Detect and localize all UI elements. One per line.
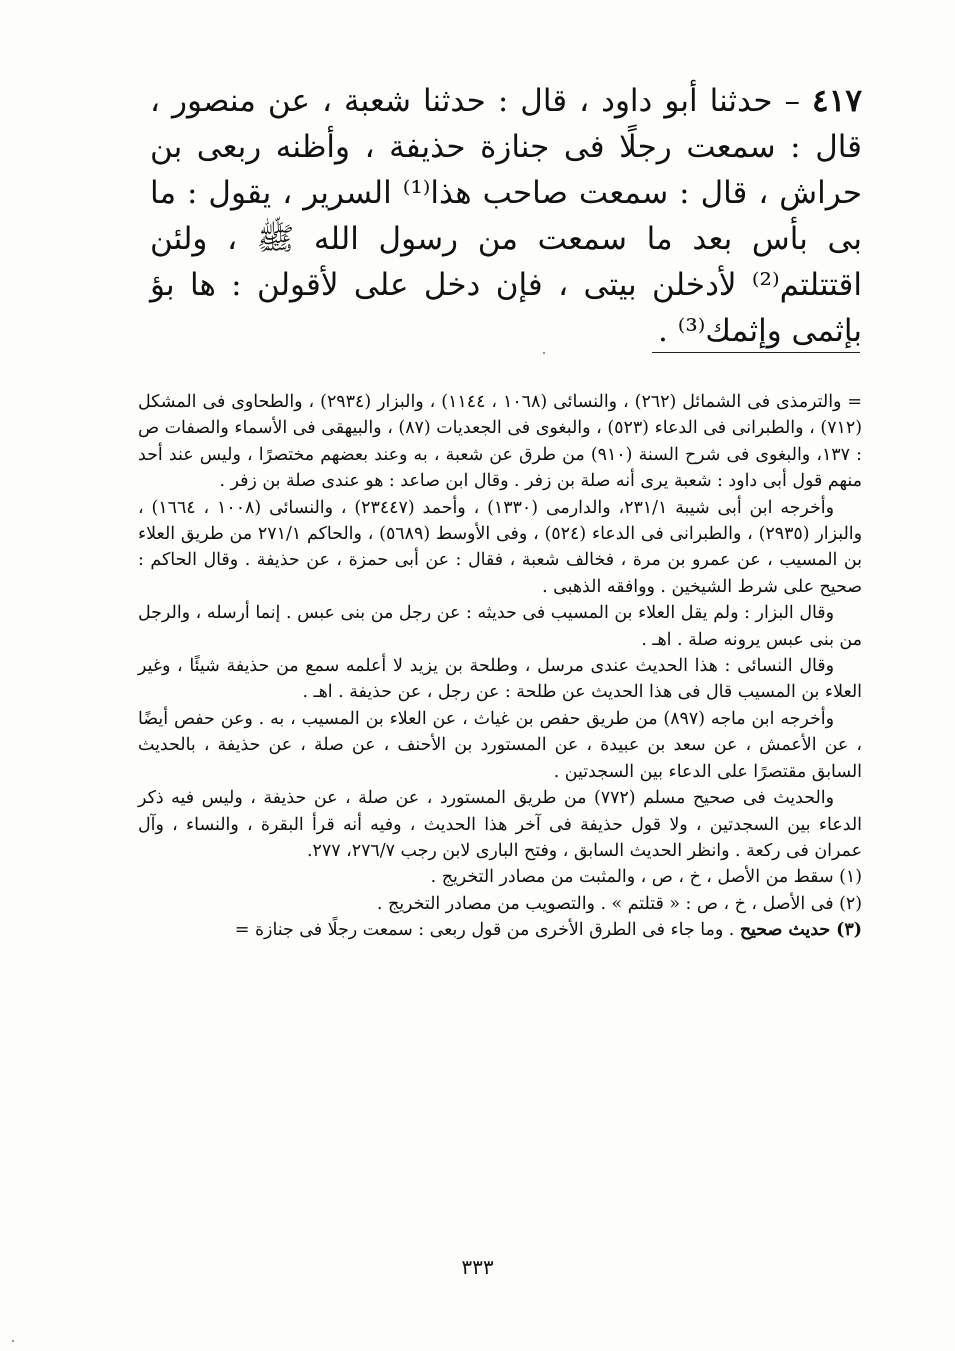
footnote-1: (١) سقط من الأصل ، خ ، ص ، والمثبت من مصادر التخريج . (430, 867, 862, 888)
footnote-paragraph: والحديث فى صحيح مسلم (٧٧٢) من طريق المستورد ، عن صلة ، عن حذيفة ، وليس فيه ذكر الدعاء بين السجدتين ، ولا قول حذيفة فى آخر هذا الحديث ، وفيه أنه قرأ البقرة ، والنساء ، وآل عمران فى ركعة . وانظر الحديث السابق ، وفتح البارى لابن رجب ٢٧٦/٧، ٢٧٧. (138, 788, 862, 861)
page-number: ٣٣٣ (461, 1255, 494, 1279)
footnote-paragraph: وقال النسائى : هذا الحديث عندى مرسل ، وطلحة بن يزيد لا أعلمه سمع من حذيفة شيئًا ، وغير العلاء بن المسيب قال فى هذا الحديث عن طلحة : عن رجل ، عن حذيفة . اهـ . (138, 656, 862, 703)
footnotes-section (138, 389, 862, 944)
hadith-number: ٤١٧ (812, 83, 862, 119)
footnote-paragraph: وأخرجه ابن أبى شيبة ٢٣١/١، والدارمى (١٣٣٠) ، وأحمد (٢٣٤٤٧) ، والنسائى (١٠٠٨ ، ١٦٦٤) ، والبزار (٢٩٣٥) ، والطبرانى فى الدعاء (٥٢٤) ، وفى الأوسط (٥٦٨٩) ، والحاكم ٢٧١/١ من طريق العلاء بن المسيب ، عن عمرو بن مرة ، فخالف شعبة ، فقال : عن أبى حمزة ، عن حذيفة . وقال الحاكم : صحيح على شرط الشيخين . ووافقه الذهبى . (138, 497, 863, 597)
footnote-paragraph: = والترمذى فى الشمائل (٢٦٢) ، والنسائى (١٠٦٨ ، ١١٤٤) ، والبزار (٢٩٣٤) ، والطحاوى فى المشكل (٧١٢) ، والطبرانى فى الدعاء (٥٢٣) ، والبغوى فى الجعديات (٨٧) ، والبيهقى فى الأسماء والصفات ص : ١٣٧، والبغوى فى شرح السنة (٩١٠) من طرق عن شعبة ، به وعند بعضهم مختصرًا ، وليس عند أحد منهم قول أبى داود : شعبة يرى أنه صلة بن زفر . وقال ابن صاعد : هو عندى صلة بن زفر . (138, 392, 863, 492)
footnote-3 (138, 917, 862, 943)
footnote-paragraph: وقال البزار : ولم يقل العلاء بن المسيب فى حديثه : عن رجل من بنى عبس . إنما أرسله ، والرجل من بنى عبس يرونه صلة . اهـ . (138, 603, 862, 650)
footnote-separator (652, 352, 860, 353)
footnote-2: (٢) فى الأصل ، خ ، ص : « قتلتم » . والتصويب من مصادر التخريج . (376, 893, 862, 914)
hadith-body: – حدثنا أبو داود ، قال : حدثنا شعبة ، عن منصور ، قال : سمعت رجلًا فى جنازة حذيفة ، وأظنه ربعى بن حراش ، قال : سمعت صاحب هذا⁽¹⁾ السرير ، يقول : ما بى بأس بعد ما سمعت من رسول الله ﷺ ، ولئن اقتتلتم⁽²⁾ لأدخلن بيتى ، فإن دخل على لأقولن : ها بؤ بإثمى وإثمك⁽³⁾ . (150, 83, 863, 349)
footnote-3-label: (٣) حديث صحيح (739, 920, 862, 941)
footnote-paragraph: وأخرجه ابن ماجه (٨٩٧) من طريق حفص بن غياث ، عن العلاء بن المسيب ، به . وعن حفص أيضًا ، عن الأعمش ، عن سعد بن عبيدة ، عن المستورد بن الأحنف ، عن صلة ، عن حذيفة ، بالحديث السابق مقتصرًا على الدعاء بين السجدتين . (138, 708, 862, 782)
footnote-3-text: . وما جاء فى الطرق الأخرى من قول ربعى : سمعت رجلًا فى جنازة = (234, 920, 740, 941)
scan-speck (543, 352, 545, 354)
scan-speck (12, 1340, 14, 1342)
hadith-text (150, 78, 862, 354)
